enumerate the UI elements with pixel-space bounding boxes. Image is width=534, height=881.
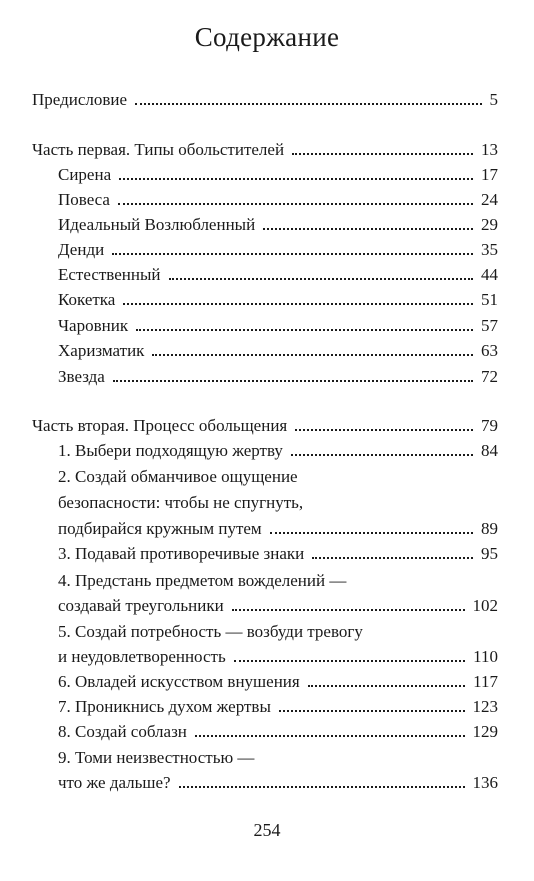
toc-entry-page-number: 136 bbox=[472, 773, 498, 792]
toc-entry bbox=[58, 538, 498, 564]
toc-entry-page-number: 13 bbox=[481, 140, 498, 159]
toc-entry bbox=[58, 461, 498, 487]
toc-entry bbox=[58, 616, 498, 642]
dot-leader bbox=[112, 253, 473, 255]
toc-entry-title: 9. Томи неизвестностью — bbox=[58, 748, 255, 767]
toc-entry bbox=[58, 590, 498, 616]
toc-entry bbox=[58, 565, 498, 591]
toc-entry-title: 2. Создай обманчивое ощущение bbox=[58, 467, 298, 486]
toc-entry bbox=[58, 487, 498, 513]
toc-entry-page-number: 17 bbox=[481, 165, 498, 184]
toc-entry-page-number: 24 bbox=[481, 190, 498, 209]
dot-leader bbox=[234, 660, 465, 662]
toc-entry-title: 8. Создай соблазн bbox=[58, 722, 187, 741]
toc-entry-title: 5. Создай потребность — возбуди тревогу bbox=[58, 622, 363, 641]
dot-leader bbox=[308, 685, 465, 687]
toc-entry bbox=[58, 335, 498, 361]
toc-entry-title: Сирена bbox=[58, 165, 112, 184]
page-number: 254 bbox=[253, 820, 281, 840]
dot-leader bbox=[279, 710, 465, 712]
toc-entry bbox=[58, 716, 498, 742]
toc-entry-title: Харизматик bbox=[58, 341, 145, 360]
toc-entry-title: создавай треугольники bbox=[58, 596, 224, 615]
toc-entry bbox=[58, 435, 498, 461]
toc-entry bbox=[32, 410, 498, 436]
toc-entry bbox=[58, 361, 498, 387]
dot-leader bbox=[135, 103, 481, 105]
toc-entry-title: Идеальный Возлюбленный bbox=[58, 215, 256, 234]
toc-entry bbox=[58, 742, 498, 768]
toc-entry-title: Чаровник bbox=[58, 316, 129, 335]
toc-entry bbox=[58, 691, 498, 717]
toc-entry-title: 1. Выбери подходящую жертву bbox=[58, 441, 283, 460]
toc-entry bbox=[32, 134, 498, 160]
toc-entry-page-number: 57 bbox=[481, 316, 498, 335]
dot-leader bbox=[113, 380, 473, 382]
toc-entry bbox=[58, 209, 498, 235]
toc-entry bbox=[58, 184, 498, 210]
toc-entry-page-number: 35 bbox=[481, 240, 498, 259]
toc-entry-title: Повеса bbox=[58, 190, 110, 209]
dot-leader bbox=[270, 532, 473, 534]
toc-entry-title: Звезда bbox=[58, 367, 105, 386]
toc-entry bbox=[58, 234, 498, 260]
toc-entry-page-number: 63 bbox=[481, 341, 498, 360]
toc-entry bbox=[58, 259, 498, 285]
dot-leader bbox=[291, 454, 473, 456]
toc-entry bbox=[32, 84, 498, 110]
toc-entry-title: 7. Проникнись духом жертвы bbox=[58, 697, 271, 716]
page-title: Содержание bbox=[194, 22, 340, 52]
toc-entry-page-number: 72 bbox=[481, 367, 498, 386]
toc-entry-title: 4. Предстань предметом вожделений — bbox=[58, 571, 347, 590]
dot-leader bbox=[123, 303, 473, 305]
toc-entry bbox=[58, 767, 498, 793]
dot-leader bbox=[179, 786, 465, 788]
toc-entry bbox=[58, 666, 498, 692]
dot-leader bbox=[169, 278, 474, 280]
toc-entry-title: безопасности: чтобы не спугнуть, bbox=[58, 493, 304, 512]
toc-entry-title: 6. Овладей искусством внушения bbox=[58, 672, 300, 691]
dot-leader bbox=[118, 203, 473, 205]
toc-entry bbox=[58, 284, 498, 310]
dot-leader bbox=[232, 609, 465, 611]
toc-entry-page-number: 110 bbox=[473, 647, 498, 666]
toc-entry-page-number: 129 bbox=[472, 722, 498, 741]
toc-entry-page-number: 117 bbox=[473, 672, 498, 691]
toc-entry-page-number: 5 bbox=[489, 90, 498, 109]
toc-entry-page-number: 89 bbox=[481, 519, 498, 538]
toc-entry-title: подбирайся кружным путем bbox=[58, 519, 262, 538]
toc-entry-page-number: 95 bbox=[481, 544, 498, 563]
toc-entry-title: Часть первая. Типы обольстителей bbox=[32, 140, 285, 159]
dot-leader bbox=[263, 228, 473, 230]
dot-leader bbox=[292, 153, 473, 155]
dot-leader bbox=[312, 557, 473, 559]
toc-entry-page-number: 123 bbox=[472, 697, 498, 716]
toc-entry-page-number: 84 bbox=[481, 441, 498, 460]
toc-entry-title: и неудовлетворенность bbox=[58, 647, 226, 666]
toc-entry-title: что же дальше? bbox=[58, 773, 171, 792]
toc-entry-title: Естественный bbox=[58, 265, 161, 284]
toc-entry bbox=[58, 159, 498, 185]
dot-leader bbox=[195, 735, 465, 737]
toc-entry bbox=[58, 310, 498, 336]
toc-entry-page-number: 102 bbox=[472, 596, 498, 615]
toc-entry-page-number: 44 bbox=[481, 265, 498, 284]
toc-entry-title: 3. Подавай противоречивые знаки bbox=[58, 544, 305, 563]
toc-entry-title: Денди bbox=[58, 240, 105, 259]
dot-leader bbox=[119, 178, 473, 180]
toc-entry bbox=[58, 513, 498, 539]
dot-leader bbox=[152, 354, 473, 356]
dot-leader bbox=[295, 429, 473, 431]
toc-entry bbox=[58, 641, 498, 667]
toc-entry-title: Предисловие bbox=[32, 90, 128, 109]
toc-entry-page-number: 79 bbox=[481, 416, 498, 435]
toc-entry-page-number: 29 bbox=[481, 215, 498, 234]
toc-entry-page-number: 51 bbox=[481, 290, 498, 309]
dot-leader bbox=[136, 329, 473, 331]
toc-entry-title: Часть вторая. Процесс обольщения bbox=[32, 416, 288, 435]
toc-entry-title: Кокетка bbox=[58, 290, 116, 309]
